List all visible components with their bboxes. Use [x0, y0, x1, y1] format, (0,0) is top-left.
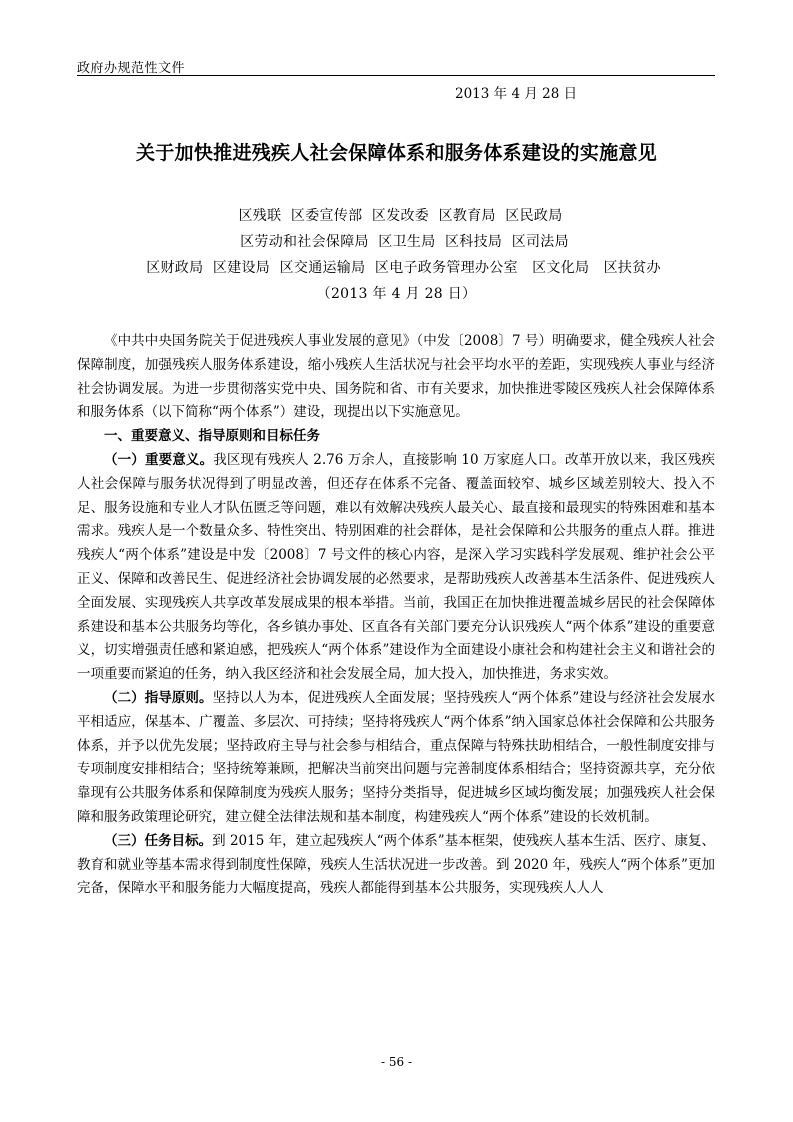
intro-paragraph: 《中共中央国务院关于促进残疾人事业发展的意见》（中发〔2008〕7 号）明确要求，健全残疾人社会保障制度，加强残疾人服务体系建设，缩小残疾人生活状况与社会平均水平的差距，实现残疾人事业与经济社会协调发展。为进一步贯彻落实党中央、国务院和省、市有关要求，加快推进零陵区残疾人社会保障体系和服务体系（以下简称“两个体系”）建设，现提出以下实施意见。	[77, 333, 715, 421]
document-date: 2013 年 4 月 28 日	[455, 86, 578, 102]
paragraph-lead: （一）重要意义。	[104, 451, 214, 468]
header-rule	[77, 75, 715, 76]
document-title: 关于加快推进残疾人社会保障体系和服务体系建设的实施意见	[135, 142, 658, 164]
paragraph-text: 坚持以人为本，促进残疾人全面发展；坚持残疾人“两个体系”建设与经济社会发展水平相适应，保基本、广覆盖、多层次、可持续；坚持将残疾人“两个体系”纳入国家总体社会保障和公共服务体系，并予以优先发展；坚持政府主导与社会参与相结合，重点保障与特殊扶助相结合，一般性制度安排与专项制度安排相结合；坚持统筹兼顾，把解决当前突出问题与完善制度体系相结合；坚持资源共享，充分依靠现有公共服务体系和保障制度为残疾人服务；坚持分类指导，促进城乡区域均衡发展；加强残疾人社会保障和服务政策理论研究，建立健全法律法规和基本制度，构建残疾人“两个体系”建设的长效机制。	[77, 689, 716, 825]
paragraph-text: 到 2015 年，建立起残疾人“两个体系”基本框架，使残疾人基本生活、医疗、康复、教育和就业等基本需求得到制度性保障，残疾人生活状况进一步改善。到 2020 年，残疾人“两个体系”更加完备，保障水平和服务能力大幅度提高，残疾人都能得到基本公共服务，实现残疾人人人	[77, 832, 715, 897]
issuer-list	[0, 203, 793, 307]
paragraph-lead: （二）指导原则。	[104, 689, 213, 706]
issuer-line: 区劳动和社会保障局 区卫生局 区科技局 区司法局	[240, 234, 569, 250]
paragraph-text: 我区现有残疾人 2.76 万余人，直接影响 10 万家庭人口。改革开放以来，我区残疾人社会保障与服务状况得到了明显改善，但还存在体系不完备、覆盖面较窄、城乡区域差别较大、投入不足、服务设施和专业人才队伍匮乏等问题，难以有效解决残疾人最关心、最直接和最现实的特殊困难和基本需求。残疾人是一个数量众多、特性突出、特别困难的社会群体，是社会保障和公共服务的重点人群。推进残疾人“两个体系”建设是中发〔2008〕7 号文件的核心内容，是深入学习实践科学发展观、维护社会公平正义、保障和改善民生、促进经济社会协调发展的必然要求，是帮助残疾人改善基本生活条件、促进残疾人全面发展、实现残疾人共享改革发展成果的根本举措。当前，我国正在加快推进覆盖城乡居民的社会保障体系建设和基本公共服务均等化，各乡镇办事处、区直各有关部门要充分认识残疾人“两个体系”建设的重要意义，切实增强责任感和紧迫感，把残疾人“两个体系”建设作为全面建设小康社会和构建社会主义和谐社会的一项重要而紧迫的任务，纳入我区经济和社会发展全局，加大投入，加快推进，务求实效。	[77, 451, 716, 683]
page-number: - 56 -	[380, 1055, 412, 1069]
issue-date: （2013 年 4 月 28 日）	[316, 286, 477, 302]
issuer-line: 区财政局 区建设局 区交通运输局 区电子政务管理办公室 区文化局 区扶贫办	[146, 260, 661, 276]
document-body	[77, 330, 715, 901]
section-heading: 一、重要意义、指导原则和目标任务	[104, 428, 320, 445]
paragraph-significance	[77, 449, 715, 687]
running-header: 政府办规范性文件	[77, 61, 186, 76]
issuer-line: 区残联 区委宣传部 区发改委 区教育局 区民政局	[238, 208, 563, 224]
paragraph-principles	[77, 687, 715, 830]
paragraph-targets	[77, 830, 715, 901]
paragraph-lead: （三）任务目标。	[104, 832, 213, 849]
